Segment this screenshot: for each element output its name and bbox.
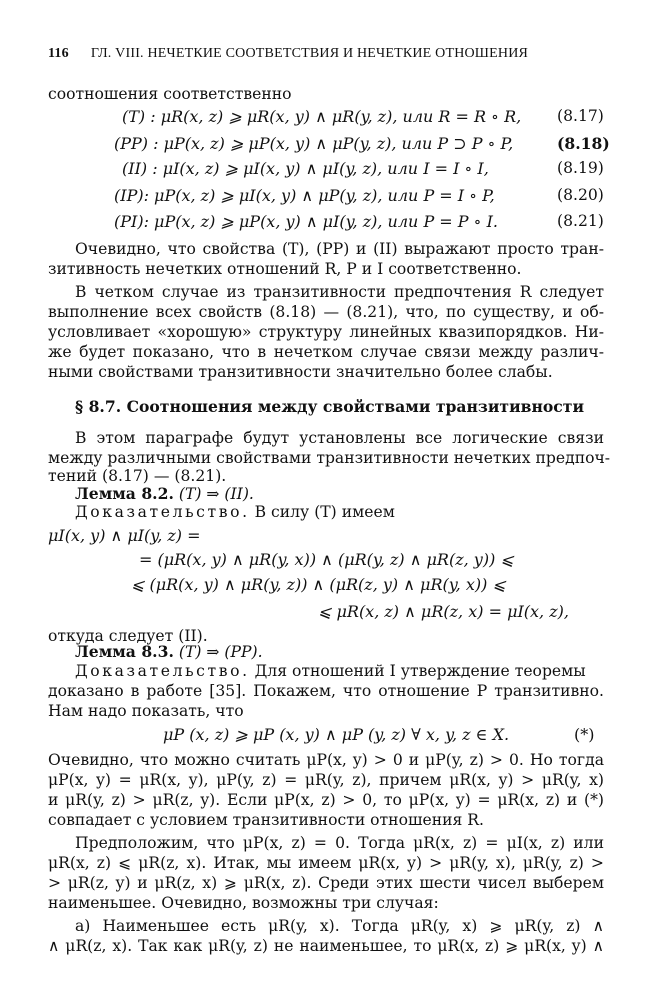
- proof-8-3-intro: [75, 661, 604, 681]
- lemma-statement: (T) ⇒ (II).: [178, 485, 254, 503]
- proof-chain-line: = (μR(x, y) ∧ μR(y, x)) ∧ (μR(y, z) ∧ μR(z, y)) ⩽: [139, 550, 514, 569]
- paragraph-line: ∧ μR(z, x). Так как μR(y, z) не наименьшее, то μR(x, z) ⩾ μR(x, y) ∧: [48, 937, 604, 955]
- equation-number-8-18: (8.18): [557, 134, 610, 153]
- equation-8-18: (PP) : μP(x, z) ⩾ μP(x, y) ∧ μP(y, z), или P ⊃ P ∘ P,: [114, 134, 514, 153]
- paragraph-line: зитивность нечетких отношений R, P и I соответственно.: [48, 260, 522, 278]
- paragraph-line: тений (8.17) — (8.21).: [48, 467, 227, 485]
- paragraph-line: выполнение всех свойств (8.18) — (8.21), что, по существу, и об-: [48, 303, 604, 321]
- proof-word: Доказательство.: [75, 662, 250, 680]
- lemma-label: Лемма 8.2.: [75, 484, 174, 503]
- proof-text: В силу (T) имеем: [249, 503, 395, 521]
- intro-line: соотношения соответственно: [48, 85, 292, 103]
- equation-8-19: (II) : μI(x, z) ⩾ μI(x, y) ∧ μI(y, z), или I = I ∘ I,: [122, 159, 489, 178]
- paragraph-line: же будет показано, что в нечетком случае связи между различ-: [48, 343, 604, 361]
- proof-word: Доказательство.: [75, 503, 250, 521]
- paragraph-line: μP(x, y) = μR(x, y), μP(y, z) = μR(y, z), причем μR(x, y) > μR(y, x): [48, 771, 604, 789]
- paragraph-line: и μR(y, z) > μR(z, y). Если μP(x, z) > 0, то μP(x, y) = μR(x, z) и (*): [48, 791, 604, 809]
- paragraph-line: > μR(z, y) и μR(z, x) ⩾ μR(x, z). Среди этих шести чисел выберем: [48, 874, 604, 892]
- proof-chain-line: ⩽ μR(x, z) ∧ μR(z, x) = μI(x, z),: [318, 602, 569, 621]
- lemma-8-2: [75, 484, 631, 504]
- paragraph-line: условливает «хорошую» структуру линейных квазипорядков. Ни-: [48, 323, 604, 341]
- star-equation: μP (x, z) ⩾ μP (x, y) ∧ μP (y, z) ∀ x, y, z ∈ X.: [163, 725, 510, 744]
- paragraph-line: наименьшее. Очевидно, возможны три случая:: [48, 894, 439, 912]
- paragraph-line: между различными свойствами транзитивности нечетких предпоч-: [48, 449, 611, 467]
- paragraph-line: совпадает с условием транзитивности отношения R.: [48, 811, 484, 829]
- paragraph-line: Предположим, что μP(x, z) = 0. Тогда μR(x, z) = μI(x, z) или: [75, 834, 604, 852]
- proof-8-2-intro: [75, 502, 631, 522]
- proof-chain-line: μI(x, y) ∧ μI(y, z) =: [48, 526, 201, 545]
- lemma-label: Лемма 8.3.: [75, 642, 174, 661]
- page-number: 116: [48, 46, 69, 61]
- section-title: § 8.7. Соотношения между свойствами транзитивности: [75, 397, 585, 416]
- star-equation-label: (*): [574, 725, 595, 744]
- running-title: ГЛ. VIII. НЕЧЕТКИЕ СООТВЕТСТВИЯ И НЕЧЕТКИЕ ОТНОШЕНИЯ: [90, 46, 529, 61]
- equation-8-20: (IP): μP(x, z) ⩾ μI(x, y) ∧ μP(y, z), или P = I ∘ P,: [114, 186, 495, 205]
- equation-number-8-20: (8.20): [557, 186, 604, 204]
- equation-8-17: (T) : μR(x, z) ⩾ μR(x, y) ∧ μR(y, z), или R = R ∘ R,: [122, 107, 522, 126]
- paragraph-line: Очевидно, что свойства (T), (PP) и (II) выражают просто тран-: [75, 240, 604, 258]
- proof-text: Для отношений I утверждение теоремы: [249, 662, 586, 680]
- paragraph-line: ными свойствами транзитивности значительно более слабы.: [48, 363, 553, 381]
- proof-chain-line: ⩽ (μR(x, y) ∧ μR(y, z)) ∧ (μR(z, y) ∧ μR(y, x)) ⩽: [131, 575, 506, 594]
- paragraph-line: В четком случае из транзитивности предпочтения R следует: [75, 283, 604, 301]
- paragraph-line: Очевидно, что можно считать μP(x, y) > 0 и μP(y, z) > 0. Но тогда: [48, 751, 604, 769]
- lemma-statement: (T) ⇒ (PP).: [178, 643, 263, 661]
- equation-number-8-21: (8.21): [557, 212, 604, 230]
- paragraph-line: а) Наименьшее есть μR(y, x). Тогда μR(y, x) ⩾ μR(y, z) ∧: [75, 917, 604, 935]
- paragraph-line: В этом параграфе будут установлены все логические связи: [75, 429, 604, 447]
- equation-8-21: (PI): μP(x, z) ⩾ μP(x, y) ∧ μI(y, z), или P = P ∘ I.: [114, 212, 498, 231]
- paragraph-line: μR(x, z) ⩽ μR(z, x). Итак, мы имеем μR(x, y) > μR(y, x), μR(y, z) >: [48, 854, 604, 872]
- lemma-8-3: [75, 642, 631, 662]
- paragraph-line: Нам надо показать, что: [48, 702, 244, 720]
- running-header: [48, 44, 604, 64]
- equation-number-8-19: (8.19): [557, 159, 604, 177]
- paragraph-line: доказано в работе [35]. Покажем, что отношение P транзитивно.: [48, 682, 604, 700]
- equation-number-8-17: (8.17): [557, 107, 604, 125]
- follows-line: откуда следует (II).: [48, 627, 208, 645]
